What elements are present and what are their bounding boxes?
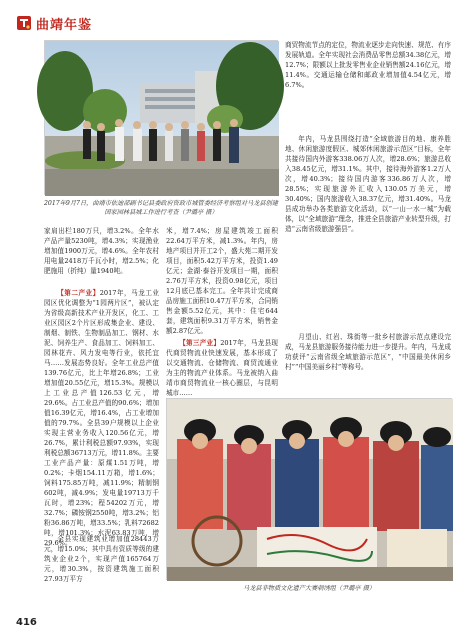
middle-paragraph-2: 【第三产业】2017年，马龙县现代商贸物流业快速发展，基本形成了以交通物流、仓储物流、商贸流通业为主的物流产业体系。马龙被纳入曲靖市商贸物流业一核心圈层，与昆明城市…… — [166, 339, 278, 397]
section-label-secondary: 【第二产业】 — [57, 289, 100, 297]
page-number: 416 — [16, 617, 37, 628]
section-label-tertiary: 【第三产业】 — [179, 339, 221, 347]
right-paragraph-2: 年内，马龙县围绕打造“全域旅游目的地、康养胜地、休闲旅游度假区、城郊休闲旅游示范区”目标，全年共接待国内外游客338.06万人次，增28.6%；旅游总收入38.45亿元，增31.1%。其中，接待海外游客1.2万人次，增40.3%；接待国内游客336.86万人次，增28.5%；实现旅游外汇收入130.05万美元，增30.40%；国内旅游收入38.37亿元，增31.40%。马龙县成功举办各类旅游文化活动，以“一山一水一城”为载体，以“全域旅游”理念，推进全县旅游产业转型升级，打造“云南省级旅游强县”。 — [285, 135, 451, 233]
right-paragraph-3: 月望山、红岩、珠街等一批乡村旅游示范点建设完成，马龙县旅游服务接待能力进一步提升。年内，马龙成功获评“云南省级全域旅游示范区”，“中国最美休闲乡村”“中国美丽乡村”等称号。 — [285, 333, 451, 371]
bottom-photo-caption: 马龙县非物质文化遗产大赛刺绣组（尹璐亭 摄） — [243, 585, 375, 592]
yearbook-logo-icon — [16, 15, 32, 31]
inspection-photo — [44, 40, 278, 195]
top-photo-caption: 2017年9月7日，曲靖市依迪部副书记县委政府资政市城管委经济考察组对马龙县创建国家园林县城工作进行考查（尹璐亭 摄） — [44, 200, 278, 216]
left-paragraph-3: 全县实现建筑业增加值28443万元，增15.0%；其中具有资质等级的建筑业企业2个，实现产值165764万元，增30.3%，按资建筑施工面积27.93万平方 — [44, 535, 159, 583]
header-title: 曲靖年鉴 — [36, 17, 93, 33]
middle-paragraph-1: 米，增7.4%；房屋建筑竣工面积22.64万平方米，减1.3%。年内，房地产项目并开工2个，盛大苑二期开发项目，面积5.42万平方米，投资1.49亿元；金湖·泰谷开发项目一期，面积2.76万平方米，投资0.98亿元，项目12月底已基本完工。全年共计完成商品房施工面积10.47万平方米，合同销售金额5.52亿元，其中：住宅644套，建筑面积9.31万平方米，销售金额2.87亿元。 — [166, 227, 278, 335]
page-header — [16, 12, 92, 34]
left-paragraph-2: 【第二产业】2017年，马龙工业园区优化调整为“1园两片区”，被认定为省级高新技术产业开发区，化工、工业区园区2个片区形成集企业、建设、制烟、制铁、生物制品加工、钢材、水泥、饲养生产、食品加工、饲料加工、园林花卉、风力发电等行业，依托宜马……发展态势良好。全年工业总产值139.76亿元，比上年增26.8%；工业增加值20.55亿元，增15.3%。规模以上工业总产值126.53亿元，增29.6%。占工业总产值的90.6%；增加值16.39亿元，增16.4%，占工业增加值的79.7%。全县39户规模以上企业实现主营业务收入120.56亿元，增26.7%，累计利税总额97.93%，实现利税总额36713万元，增11.8%。主要工业产品产量：原煤1.51万吨，增0.2%；卡烟154.11万箱，增1.6%；饲料175.85万吨，减11.9%；精制钢602吨，减4.9%；发电量19713万千瓦时，增23%；程54202万元，增32.7%；磷铵钢2550吨，增3.2%；铝粉36.86万吨，增33.5%；乳料72682吨，增101.3%；水泥63.83万吨，增29.6%。 — [44, 289, 159, 547]
left-paragraph-1: 家肩出栏180万只，增3.2%。全年水产品产量5230吨，增4.3%；实现渔业增加值1900万元，增4.6%。全年农村用电量2418万千瓦小时，增2.5%；化肥施用（折纯）量1940吨。 — [44, 227, 159, 275]
right-paragraph-1: 商贸物流节点的定位，物流业逐步走向快速、规范、有序发展轨道。全年实现社会消费品零售总额34.38亿元，增12.7%；限额以上批发零售业企业销售额24.16亿元，增11.4%。交通运输仓储和邮政业增加值4.54亿元，增6.7%。 — [285, 41, 451, 89]
embroidery-photo — [166, 398, 452, 580]
